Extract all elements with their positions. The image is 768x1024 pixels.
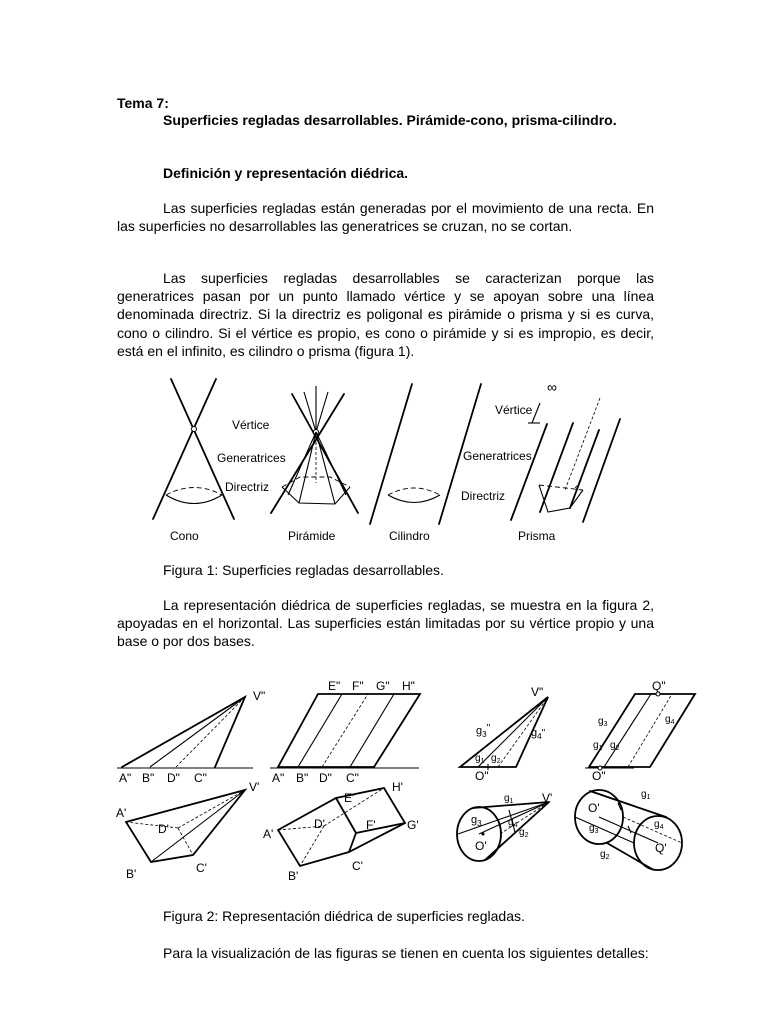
svg-text:C': C' bbox=[352, 859, 363, 873]
vertice-label-left: Vértice bbox=[232, 418, 270, 432]
svg-text:C": C" bbox=[346, 771, 359, 785]
svg-text:G': G' bbox=[407, 818, 419, 832]
svg-text:Q': Q' bbox=[655, 841, 667, 855]
svg-text:B': B' bbox=[288, 869, 299, 883]
svg-text:g3: $g_3$ bbox=[471, 814, 482, 828]
svg-text:C": C" bbox=[194, 771, 207, 785]
section-heading: Definición y representación diédrica. bbox=[163, 165, 409, 181]
vertice-label-right: Vértice bbox=[495, 403, 533, 417]
svg-text:E": E" bbox=[328, 679, 341, 693]
svg-text:g2: $g_2$ bbox=[491, 753, 501, 765]
figure-2-diagram bbox=[0, 670, 768, 895]
paragraph-3: La representación diédrica de superficies regladas, se muestra en la figura 2, apoyadas en el horizontal. Las superficies están limitadas por su vértice propio y una base o por dos bases. bbox=[117, 597, 654, 650]
cylinder-front-view bbox=[585, 679, 695, 783]
cono-label: Cono bbox=[170, 529, 199, 543]
svg-text:g4: $g_4$ bbox=[665, 714, 675, 726]
svg-text:g4: $g_4$ bbox=[508, 817, 518, 829]
svg-text:V': V' bbox=[249, 780, 260, 794]
svg-text:H": H" bbox=[402, 679, 415, 693]
svg-text:g1: $g_1$ bbox=[475, 753, 485, 765]
svg-text:g2: $g_2$ bbox=[600, 849, 610, 861]
document-title: Superficies regladas desarrollables. Pirámide-cono, prisma-cilindro. bbox=[163, 112, 617, 128]
svg-text:O": O" bbox=[475, 769, 489, 783]
svg-text:V": V" bbox=[531, 685, 544, 699]
svg-text:V": V" bbox=[253, 689, 266, 703]
svg-text:H': H' bbox=[392, 780, 403, 794]
prism-front-view bbox=[270, 679, 420, 785]
paragraph-2: Las superficies regladas desarrollables se caracterizan porque las generatrices pasan por un punto llamado vértice y se apoyan sobre una línea denominada directriz. Si la directriz es poligonal es pirámide o prisma y si es curva, cono o cilindro. Si el vértice es propio, es cono o pirámide y si es impropio, es decir, está en el infinito, es cilindro o prisma (figura 1). bbox=[117, 270, 654, 359]
paragraph-4: Para la visualización de las figuras se tienen en cuenta los siguientes detalles: bbox=[163, 945, 649, 961]
svg-text:B": B" bbox=[296, 771, 309, 785]
svg-text:G": G" bbox=[376, 679, 390, 693]
svg-text:A': A' bbox=[116, 806, 127, 820]
svg-text:g3": $g_3$" bbox=[476, 723, 491, 739]
cone-top-view bbox=[457, 791, 552, 861]
svg-text:O": O" bbox=[592, 769, 606, 783]
figure-2-caption: Figura 2: Representación diédrica de superficies regladas. bbox=[163, 908, 525, 924]
cone-front-view bbox=[460, 685, 548, 783]
svg-text:g3: $g_3$ bbox=[589, 823, 599, 835]
directriz-label-right: Directriz bbox=[461, 489, 505, 503]
svg-text:g1: $g_1$ bbox=[593, 740, 603, 752]
piramide-label: Pirámide bbox=[288, 529, 336, 543]
svg-text:A": A" bbox=[272, 771, 285, 785]
pyramid-front-view bbox=[117, 689, 265, 785]
svg-text:g1: $g_1$ bbox=[504, 793, 514, 805]
prisma-label: Prisma bbox=[518, 529, 556, 543]
svg-text:D": D" bbox=[167, 771, 180, 785]
generatrices-label-right: Generatrices bbox=[463, 449, 532, 463]
svg-text:g2: $g_2$ bbox=[519, 827, 529, 839]
svg-text:g1: $g_1$ bbox=[641, 789, 651, 801]
svg-text:g2: $g_2$ bbox=[610, 740, 620, 752]
svg-text:g4: $g_4$ bbox=[654, 819, 664, 831]
svg-text:g4": $g_4$" bbox=[531, 727, 546, 741]
prism-top-view bbox=[263, 780, 419, 883]
figure-1-diagram bbox=[0, 370, 768, 550]
svg-text:O': O' bbox=[588, 801, 600, 815]
svg-text:A": A" bbox=[119, 771, 132, 785]
figure-1-caption: Figura 1: Superficies regladas desarrollables. bbox=[163, 562, 444, 578]
svg-text:F': F' bbox=[366, 818, 376, 832]
svg-text:A': A' bbox=[263, 827, 274, 841]
svg-text:Q": Q" bbox=[652, 679, 666, 693]
svg-text:O': O' bbox=[475, 839, 487, 853]
cylinder-top-view bbox=[575, 789, 682, 870]
cilindro-label: Cilindro bbox=[389, 529, 430, 543]
directriz-label-left: Directriz bbox=[225, 480, 269, 494]
svg-text:B": B" bbox=[142, 771, 155, 785]
pyramid-top-view bbox=[116, 780, 259, 881]
svg-text:V': V' bbox=[542, 791, 553, 805]
svg-text:E': E' bbox=[344, 791, 355, 805]
svg-text:D': D' bbox=[314, 817, 325, 831]
generatrices-label-left: Generatrices bbox=[217, 451, 286, 465]
svg-text:B': B' bbox=[126, 867, 137, 881]
infinity-symbol: ∞ bbox=[547, 379, 557, 395]
svg-text:g3: $g_3$ bbox=[598, 716, 608, 728]
paragraph-1: Las superficies regladas están generadas por el movimiento de una recta. En las superficies no desarrollables las generatrices se cruzan, no se cortan. bbox=[117, 200, 654, 235]
svg-text:D": D" bbox=[319, 771, 332, 785]
svg-text:F": F" bbox=[352, 679, 364, 693]
cone-drawing bbox=[153, 379, 234, 519]
svg-text:C': C' bbox=[196, 861, 207, 875]
svg-text:D': D' bbox=[158, 822, 169, 836]
pyramid-drawing bbox=[271, 386, 358, 513]
topic-label: Tema 7: bbox=[117, 95, 169, 111]
